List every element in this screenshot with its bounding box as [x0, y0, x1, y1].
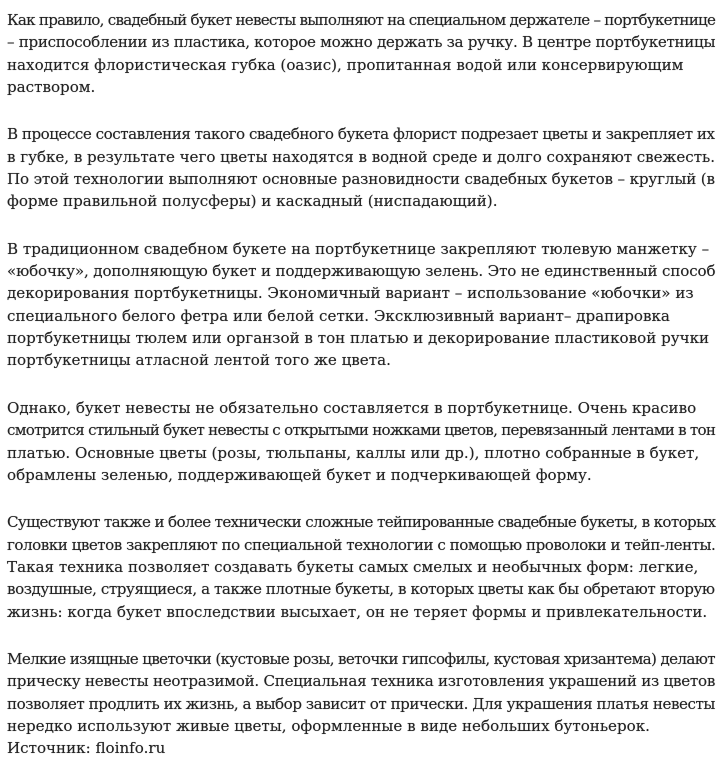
text-line: в губке, в результате чего цветы находятся в водной среде и долго сохраняют свежесть. [7, 147, 715, 166]
text-line: Мелкие изящные цветочки (кустовые розы, веточки гипсофилы, кустовая хризантема) делают [7, 649, 715, 668]
text-line: раствором. [7, 78, 96, 97]
paragraph-portbouquet-intro [7, 9, 717, 98]
text-line: форме правильной полусферы) и каскадный (ниспадающий). [7, 192, 498, 211]
text-line: платью. Основные цветы (розы, тюльпаны, каллы или др.), плотно собранные в букет, [7, 443, 700, 462]
paragraph-composition-process [7, 123, 717, 212]
text-line: В традиционном свадебном букете на портбукетнице закрепляют тюлевую манжетку – [7, 239, 710, 258]
text-line: воздушные, струящиеся, а также плотные букеты, в которых цветы как бы обретают вторую [7, 580, 715, 599]
text-line: прическу невесты неотразимой. Специальная техника изготовления украшений из цветов [7, 672, 716, 691]
paragraph-open-stems [7, 397, 717, 486]
article [7, 9, 717, 760]
text-line: специального белого фетра или белой сетки. Эксклюзивный вариант– драпировка [7, 306, 670, 325]
text-line: Как правило, свадебный букет невесты выполняют на специальном держателе – портбукетнице [7, 11, 716, 29]
paragraph-hair-flowers [7, 648, 717, 737]
paragraph-tulle-cuff [7, 238, 717, 372]
text-line: «юбочку», дополняющую букет и поддерживающую зелень. Это не единственный способ [7, 262, 716, 281]
text-line: портбукетницы атласной лентой того же цвета. [7, 351, 391, 370]
text-line: Однако, букет невесты не обязательно составляется в портбукетнице. Очень красиво [7, 398, 697, 417]
text-line: нередко используют живые цветы, оформленные в виде небольших бутоньерок. [7, 716, 650, 735]
text-line: портбукетницы тюлем или органзой в тон платью и декорирование пластиковой ручки [7, 329, 710, 348]
text-line: обрамлены зеленью, поддерживающей букет и подчеркивающей форму. [7, 465, 592, 484]
text-line: Существуют также и более технически сложные тейпированные свадебные букеты, в которых [7, 513, 716, 532]
text-line: декорирования портбукетницы. Экономичный вариант – использование «юбочки» из [7, 284, 694, 303]
text-line: позволяет продлить их жизнь, а выбор зависит от прически. Для украшения платья невесты [7, 694, 715, 713]
text-line: В процессе составления такого свадебного букета флорист подрезает цветы и закрепляет их [7, 125, 715, 144]
text-line: По этой технологии выполняют основные разновидности свадебных букетов – круглый (в [7, 170, 715, 189]
text-line: Такая техника позволяет создавать букеты самых смелых и необычных форм: легкие, [7, 557, 699, 576]
paragraph-taped-bouquets [7, 511, 717, 623]
text-line: смотрится стильный букет невесты с открытыми ножками цветов, перевязанный лентами в тон [7, 421, 716, 440]
text-line: – приспособлении из пластика, которое можно держать за ручку. В центре портбукетницы [7, 33, 716, 52]
text-line: головки цветов закрепляют по специальной технологии с помощью проволоки и тейп-ленты. [7, 535, 716, 554]
text-line: жизнь: когда букет впоследствии высыхает, он не теряет формы и привлекательности. [7, 602, 708, 621]
source-attribution: Источник: floinfo.ru [7, 739, 166, 758]
text-line: находится флористическая губка (оазис), пропитанная водой или консервирующим [7, 55, 684, 74]
